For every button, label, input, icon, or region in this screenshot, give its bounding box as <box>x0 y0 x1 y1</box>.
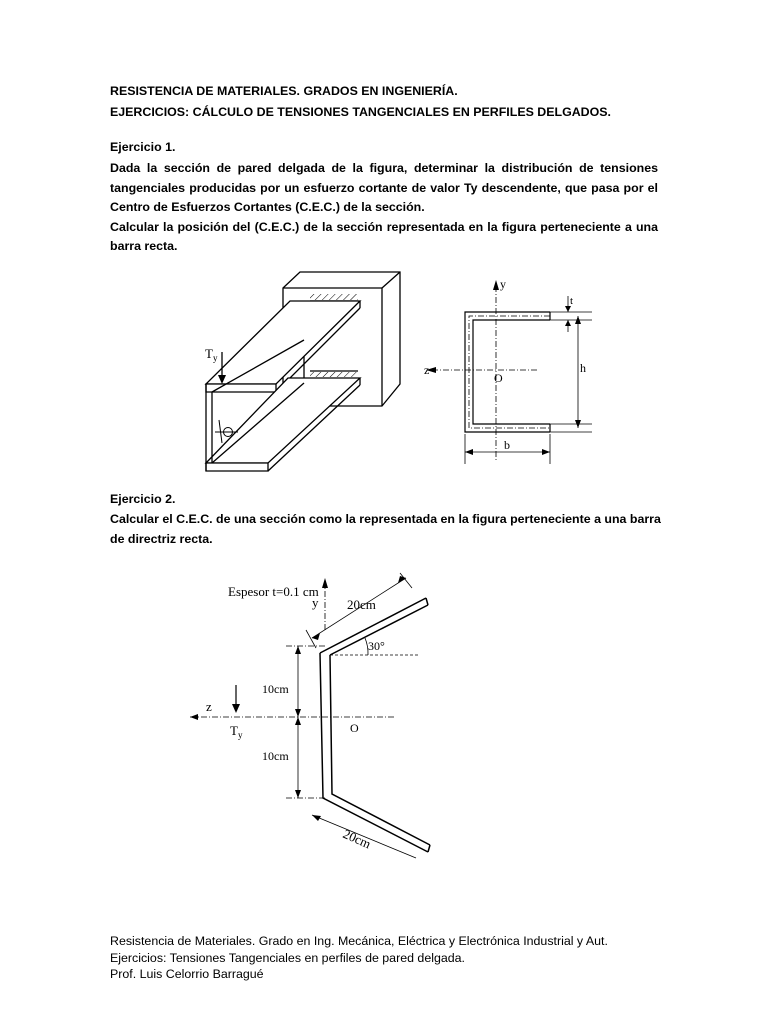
exercise-1-statement <box>110 159 658 257</box>
thickness-t-label: t <box>570 295 574 307</box>
exercise-1-paragraph-1: Dada la sección de pared delgada de la figura, determinar la distribución de tensiones tangenciales producidas por un esfuerzo cortante de valor Ty descendente, que pasa por el Centro de Esfuerzos Cortantes (C.E.C.) de la sección. <box>110 161 658 214</box>
figure-2-load-label: T <box>230 723 238 738</box>
upper-height-label: 10cm <box>262 682 289 696</box>
exercise-2-title: Ejercicio 2. <box>110 492 176 506</box>
bottom-length-label: 20cm <box>340 826 374 852</box>
figure-2-section <box>190 570 450 860</box>
footer-author: Prof. Luis Celorrio Barragué <box>110 967 264 981</box>
footer-topic: Ejercicios: Tensiones Tangenciales en perfiles de pared delgada. <box>110 950 465 965</box>
figure-1-load-subscript: y <box>213 353 218 363</box>
height-h-label: h <box>580 361 586 375</box>
figure-1-perspective <box>170 268 420 476</box>
figure-1-load-label: T <box>205 346 213 361</box>
width-b-label: b <box>504 438 510 452</box>
document-footer <box>110 933 710 983</box>
angle-label: 30° <box>368 639 385 653</box>
figure-2-z-label: z <box>206 699 212 714</box>
section-z-label: z <box>424 363 430 377</box>
section-y-label: y <box>500 277 506 291</box>
figure-2-y-label: y <box>312 595 319 610</box>
lower-height-label: 10cm <box>262 749 289 763</box>
footer-course: Resistencia de Materiales. Grado en Ing. Mecánica, Eléctrica y Electrónica Industrial y Aut. <box>110 934 608 948</box>
exercise-2-statement <box>110 510 670 549</box>
exercise-1-title: Ejercicio 1. <box>110 140 176 154</box>
figure-2-load-subscript: y <box>238 730 243 740</box>
header-title: RESISTENCIA DE MATERIALES. GRADOS EN INGENIERÍA. <box>110 84 458 98</box>
exercise-2-paragraph: Calcular el C.E.C. de una sección como la representada en la figura perteneciente a una barra de directriz recta. <box>110 512 661 546</box>
exercise-1-paragraph-2: Calcular la posición del (C.E.C.) de la sección representada en la figura perteneciente a una barra recta. <box>110 219 658 253</box>
top-length-label: 20cm <box>347 597 376 612</box>
section-origin-label: O <box>494 371 503 385</box>
thickness-note: Espesor t=0.1 cm <box>228 584 319 599</box>
figure-1-cross-section <box>420 272 600 472</box>
header-subtitle: EJERCICIOS: CÁLCULO DE TENSIONES TANGENCIALES EN PERFILES DELGADOS. <box>110 105 611 119</box>
document-header <box>110 81 670 123</box>
figure-2-origin-label: O <box>350 721 359 735</box>
